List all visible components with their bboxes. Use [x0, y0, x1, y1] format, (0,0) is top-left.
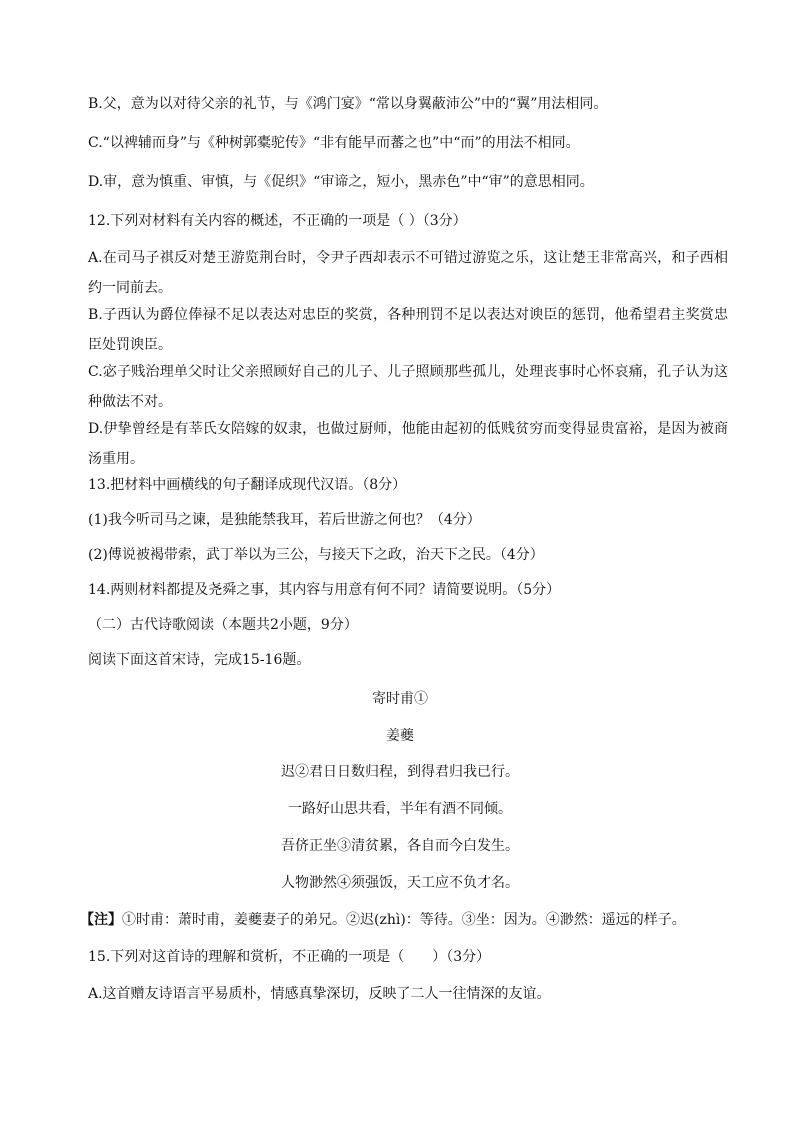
q12-option-c: C.宓子贱治理单父时让父亲照顾好自己的儿子、儿子照顾那些孤儿，处理丧事时心怀哀痛，孔子认为这种做法不对。	[88, 364, 728, 410]
q13-stem: 13.把材料中画横线的句子翻译成现代汉语。（8分）	[88, 477, 407, 493]
q12-option-b: B.子西认为爵位俸禄不足以表达对忠臣的奖赏，各种刑罚不足以表达对谀臣的惩罚，他希望君主奖赏忠臣处罚谀臣。	[88, 307, 728, 353]
note-text: ①时甫：萧时甫，姜夔妻子的弟兄。②迟(zhì)：等待。③坐：因为。④渺然：遥远的样子。	[122, 912, 686, 928]
q12-stem: 12.下列对材料有关内容的概述，不正确的一项是（ ）（3分）	[88, 213, 467, 229]
section-intro: 阅读下面这首宋诗，完成15-16题。	[88, 652, 311, 668]
q11-option-c: C.“以裨辅而身”与《种树郭橐驼传》“非有能早而蕃之也”中“而”的用法不相同。	[88, 135, 580, 151]
q12-option-a: A.在司马子祺反对楚王游览荆台时，令尹子西却表示不可错过游览之乐，这让楚王非常高兴，和子西相约一同前去。	[88, 250, 728, 296]
q14-stem: 14.两则材料都提及尧舜之事，其内容与用意有何不同？请简要说明。（5分）	[88, 582, 561, 598]
poem-author: 姜夔	[386, 728, 414, 744]
poem-line: 迟②君日日数归程，到得君归我已行。	[281, 764, 519, 780]
poem-line: 吾侪正坐③清贫累，各自而今白发生。	[281, 838, 519, 854]
poem-note	[80, 908, 720, 932]
q15-stem: 15.下列对这首诗的理解和赏析，不正确的一项是（ ）（3分）	[88, 949, 491, 965]
q13-sub2: (2)傅说被褐带索，武丁举以为三公，与接天下之政，治天下之民。（4分）	[88, 547, 544, 563]
section-heading: （二）古代诗歌阅读（本题共2小题，9分）	[88, 617, 358, 633]
q13-sub1: (1)我今听司马之谏，是独能禁我耳，若后世游之何也？（4分）	[88, 512, 481, 528]
q11-option-b: B.父，意为以对待父亲的礼节，与《鸿门宴》“常以身翼蔽沛公”中的“翼”用法相同。	[88, 96, 608, 112]
q12-option-d: D.伊挚曾经是有莘氏女陪嫁的奴隶，也做过厨师，他能由起初的低贱贫穷而变得显贵富裕，是因为被商汤重用。	[88, 421, 728, 467]
note-label: 【注】	[80, 912, 122, 928]
poem-line: 人物渺然④须强饭，天工应不负才名。	[281, 875, 519, 891]
q11-option-d: D.审，意为慎重、审慎，与《促织》“审谛之，短小，黑赤色”中“审”的意思相同。	[88, 174, 594, 190]
poem-line: 一路好山思共看，半年有酒不同倾。	[288, 801, 512, 817]
poem-title: 寄时甫①	[372, 691, 428, 707]
q15-option-a: A.这首赠友诗语言平易质朴，情感真挚深切，反映了二人一往情深的友谊。	[88, 986, 551, 1002]
